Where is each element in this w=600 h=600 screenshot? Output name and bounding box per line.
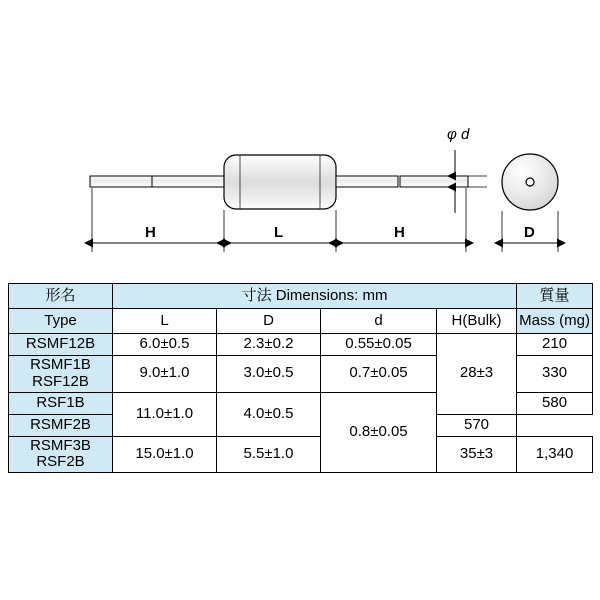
component-drawing — [0, 0, 600, 280]
cell-smalld-08: 0.8±0.05 — [321, 392, 437, 473]
cell-mass-rsmf2b: 570 — [437, 414, 517, 436]
dimensions-table-wrap — [8, 283, 592, 473]
cell-mass-rsf1b: 580 — [517, 392, 593, 414]
left-lead — [90, 176, 224, 187]
cell-hbulk-35: 35±3 — [437, 436, 517, 473]
cell-d-rsmf3b: 5.5±1.0 — [217, 436, 321, 473]
header-mass-jp: 質量 — [517, 284, 593, 309]
table-header-sub-row — [9, 309, 593, 334]
cell-l-rsf1b: 11.0±1.0 — [113, 392, 217, 436]
header-l: L — [113, 309, 217, 334]
dimensions-table — [8, 283, 593, 473]
header-h-bulk: H(Bulk) — [437, 309, 517, 334]
header-d: D — [217, 309, 321, 334]
label-h-right: H — [394, 224, 405, 241]
header-small-d: d — [321, 309, 437, 334]
label-phi-d: φ d — [447, 126, 470, 143]
cell-mass-rsmf12b: 210 — [517, 334, 593, 356]
cell-hbulk-28: 28±3 — [437, 334, 517, 415]
table-row — [9, 334, 593, 356]
cell-type-line1: RSMF3B — [30, 436, 91, 454]
cell-type-line2: RSF2B — [36, 453, 85, 471]
right-lead — [336, 176, 468, 187]
cell-type-rsmf2b: RSMF2B — [9, 414, 113, 436]
cell-d-rsf1b: 4.0±0.5 — [217, 392, 321, 436]
cell-type-rsmf1b-rsf12b — [9, 356, 113, 393]
label-h-left: H — [145, 224, 156, 241]
cell-type-line1: RSMF1B — [30, 356, 91, 373]
resistor-body — [224, 155, 336, 209]
cell-d-rsmf12b: 2.3±0.2 — [217, 334, 321, 356]
cell-type-rsmf12b: RSMF12B — [9, 334, 113, 356]
cell-mass-rsmf1b: 330 — [517, 356, 593, 393]
cell-d-rsmf1b: 3.0±0.5 — [217, 356, 321, 393]
table-header-top-row — [9, 284, 593, 309]
label-l: L — [274, 224, 284, 241]
cell-type-line2: RSF12B — [32, 372, 89, 390]
header-type-jp: 形名 — [9, 284, 113, 309]
header-dimensions: 寸法 Dimensions: mm — [113, 284, 517, 309]
header-type: Type — [9, 309, 113, 334]
label-d-end: D — [524, 224, 535, 241]
cell-l-rsmf12b: 6.0±0.5 — [113, 334, 217, 356]
header-mass: Mass (mg) — [517, 309, 593, 334]
cell-smalld-rsmf1b: 0.7±0.05 — [321, 356, 437, 393]
table-row — [9, 436, 593, 473]
cell-mass-rsmf3b: 1,340 — [517, 436, 593, 473]
cell-l-rsmf1b: 9.0±1.0 — [113, 356, 217, 393]
cell-type-rsf1b: RSF1B — [9, 392, 113, 414]
cell-smalld-rsmf12b: 0.55±0.05 — [321, 334, 437, 356]
cell-type-rsmf3b-rsf2b — [9, 436, 113, 473]
cell-l-rsmf3b: 15.0±1.0 — [113, 436, 217, 473]
